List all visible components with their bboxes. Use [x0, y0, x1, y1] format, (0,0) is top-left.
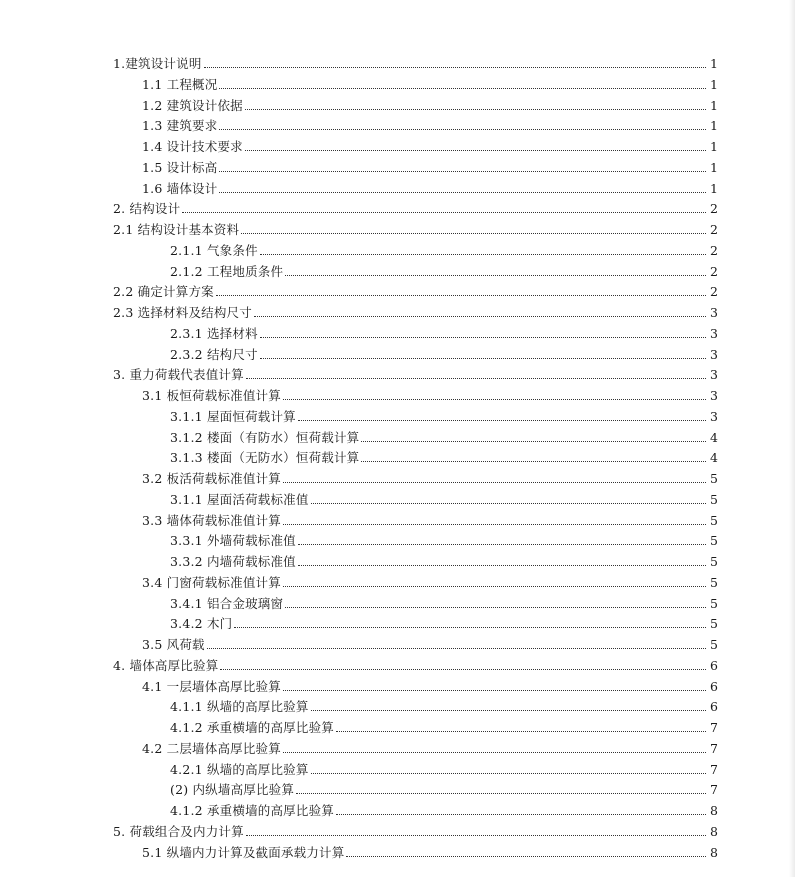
toc-entry-title: 1.1 工程概况 — [142, 76, 218, 92]
toc-entry-page-number: 2 — [710, 242, 718, 258]
toc-entry-title: 2.3.2 结构尺寸 — [170, 346, 258, 362]
toc-entry-page-number: 1 — [710, 159, 718, 175]
toc-entry-title: 2.3 选择材料及结构尺寸 — [113, 305, 252, 320]
toc-dot-leader — [219, 128, 706, 130]
toc-dot-leader — [219, 87, 706, 89]
toc-entry-page-number: 5 — [710, 595, 718, 611]
toc-entry[interactable] — [170, 591, 718, 611]
toc-dot-leader — [285, 606, 706, 608]
toc-dot-leader — [220, 668, 706, 670]
toc-dot-leader — [219, 170, 706, 172]
toc-dot-leader — [311, 772, 706, 774]
toc-entry-page-number: 4 — [710, 450, 718, 466]
toc-entry-page-number: 3 — [710, 408, 718, 424]
toc-entry-page-number: 6 — [710, 699, 718, 715]
toc-entry[interactable] — [142, 93, 718, 113]
toc-dot-leader — [361, 460, 706, 462]
toc-entry[interactable] — [170, 798, 718, 818]
toc-entry-title: 4.1.2 承重横墙的高厚比验算 — [170, 803, 334, 818]
toc-entry-title: 5. 荷载组合及内力计算 — [113, 823, 244, 839]
toc-entry[interactable] — [170, 238, 718, 258]
toc-entry[interactable] — [142, 674, 718, 694]
toc-dot-leader — [216, 294, 706, 296]
toc-dot-leader — [283, 689, 706, 691]
toc-entry-title: 3.2 板活荷载标准值计算 — [142, 471, 281, 486]
toc-dot-leader — [283, 398, 706, 400]
toc-entry-page-number: 6 — [710, 678, 718, 694]
toc-entry-page-number: 7 — [710, 782, 718, 798]
toc-entry[interactable] — [170, 425, 718, 445]
toc-entry-page-number: 5 — [710, 491, 718, 507]
toc-entry-page-number: 4 — [710, 429, 718, 445]
toc-entry-title: 4.1 一层墙体高厚比验算 — [142, 678, 281, 694]
toc-entry-title: 1.4 设计技术要求 — [142, 139, 243, 154]
toc-entry-title: 3.3.2 内墙荷载标准值 — [170, 554, 296, 569]
toc-entry[interactable] — [142, 72, 718, 92]
toc-entry[interactable] — [170, 694, 718, 714]
toc-entry-page-number: 3 — [710, 367, 718, 383]
toc-entry[interactable] — [170, 777, 718, 797]
toc-entry-title: 4.1.2 承重横墙的高厚比验算 — [170, 720, 334, 735]
toc-entry-page-number: 2 — [710, 222, 718, 237]
toc-entry[interactable] — [113, 217, 718, 237]
toc-entry[interactable] — [142, 840, 718, 860]
toc-dot-leader — [298, 543, 706, 545]
toc-entry-page-number: 7 — [710, 761, 718, 777]
toc-entry-page-number: 1 — [710, 56, 718, 71]
toc-entry-title: 2.1.2 工程地质条件 — [170, 263, 284, 279]
toc-dot-leader — [346, 855, 706, 857]
toc-entry[interactable] — [142, 570, 718, 590]
toc-dot-leader — [298, 419, 706, 421]
toc-entry-page-number: 6 — [710, 657, 718, 673]
toc-entry-page-number: 1 — [710, 118, 718, 134]
toc-entry-page-number: 1 — [710, 139, 718, 154]
toc-entry-title: 3. 重力荷载代表值计算 — [113, 367, 244, 383]
toc-entry-page-number: 8 — [710, 803, 718, 818]
toc-entry[interactable] — [142, 176, 718, 196]
toc-entry[interactable] — [170, 528, 718, 548]
toc-entry[interactable] — [170, 404, 718, 424]
toc-entry-page-number: 5 — [710, 574, 718, 590]
toc-entry[interactable] — [170, 487, 718, 507]
toc-entry[interactable] — [170, 549, 718, 569]
toc-entry[interactable] — [170, 715, 718, 735]
toc-entry[interactable] — [142, 736, 718, 756]
toc-dot-leader — [245, 108, 706, 110]
toc-dot-leader — [207, 647, 706, 649]
toc-entry[interactable] — [113, 196, 718, 216]
toc-entry[interactable] — [113, 362, 718, 382]
toc-entry[interactable] — [113, 51, 718, 71]
toc-dot-leader — [241, 232, 706, 234]
toc-entry[interactable] — [113, 300, 718, 320]
toc-entry-title: 3.3 墙体荷载标准值计算 — [142, 512, 281, 528]
toc-dot-leader — [296, 792, 706, 794]
toc-dot-leader — [283, 751, 706, 753]
toc-entry-title: 3.4.2 木门 — [170, 616, 233, 632]
toc-entry[interactable] — [170, 611, 718, 631]
toc-entry[interactable] — [170, 342, 718, 362]
toc-entry[interactable] — [142, 508, 718, 528]
toc-entry-title: 3.1.2 楼面（有防水）恒荷载计算 — [170, 429, 360, 445]
toc-entry[interactable] — [170, 259, 718, 279]
toc-entry-title: 2.2 确定计算方案 — [113, 284, 214, 300]
toc-entry-page-number: 3 — [710, 325, 718, 341]
toc-entry-title: 3.4 门窗荷载标准值计算 — [142, 574, 281, 590]
toc-entry[interactable] — [142, 134, 718, 154]
toc-dot-leader — [254, 315, 706, 317]
toc-dot-leader — [283, 481, 706, 483]
toc-entry-page-number: 2 — [710, 201, 718, 217]
toc-entry-title: 1.6 墙体设计 — [142, 180, 218, 196]
toc-entry-page-number: 7 — [710, 720, 718, 735]
toc-dot-leader — [260, 253, 706, 255]
toc-entry-page-number: 1 — [710, 180, 718, 196]
toc-entry-title: 3.1.3 楼面（无防水）恒荷载计算 — [170, 450, 360, 466]
toc-entry-page-number: 5 — [710, 554, 718, 569]
toc-dot-leader — [182, 211, 706, 213]
toc-entry-page-number: 2 — [710, 284, 718, 300]
toc-entry[interactable] — [142, 155, 718, 175]
toc-entry[interactable] — [142, 632, 718, 652]
toc-entry-title: 2. 结构设计 — [113, 201, 181, 217]
toc-entry-title: 3.4.1 铝合金玻璃窗 — [170, 595, 284, 611]
toc-dot-leader — [234, 626, 706, 628]
toc-entry-title: 2.1.1 气象条件 — [170, 242, 258, 258]
toc-entry[interactable] — [113, 279, 718, 299]
toc-dot-leader — [204, 66, 706, 68]
toc-entry-title: 3.1.1 屋面活荷载标准值 — [170, 491, 309, 507]
page-edge-shadow — [789, 0, 795, 877]
toc-entry[interactable] — [142, 113, 718, 133]
toc-dot-leader — [283, 523, 706, 525]
toc-entry-title: 4.1.1 纵墙的高厚比验算 — [170, 699, 309, 715]
toc-entry-page-number: 1 — [710, 76, 718, 92]
toc-entry-title: 2.1 结构设计基本资料 — [113, 222, 240, 237]
toc-dot-leader — [260, 336, 706, 338]
toc-entry-page-number: 1 — [710, 97, 718, 113]
toc-entry[interactable] — [113, 653, 718, 673]
toc-entry-title: 3.1.1 屋面恒荷载计算 — [170, 408, 296, 424]
toc-entry[interactable] — [142, 383, 718, 403]
toc-entry[interactable] — [142, 466, 718, 486]
toc-entry-page-number: 5 — [710, 512, 718, 528]
toc-entry-title: 3.1 板恒荷载标准值计算 — [142, 388, 281, 403]
toc-entry-title: 4. 墙体高厚比验算 — [113, 657, 219, 673]
toc-entry-page-number: 8 — [710, 823, 718, 839]
toc-entry-title: 3.5 风荷载 — [142, 637, 205, 652]
toc-dot-leader — [361, 440, 706, 442]
toc-dot-leader — [336, 730, 706, 732]
toc-entry-page-number: 7 — [710, 740, 718, 756]
toc-dot-leader — [336, 813, 706, 815]
toc-entry-title: 2.3.1 选择材料 — [170, 325, 258, 341]
toc-entry-page-number: 3 — [710, 305, 718, 320]
toc-entry-page-number: 8 — [710, 844, 718, 860]
toc-entry-title: 1.建筑设计说明 — [113, 56, 202, 71]
toc-dot-leader — [311, 502, 706, 504]
toc-entry-title: 1.3 建筑要求 — [142, 118, 218, 134]
toc-entry[interactable] — [170, 321, 718, 341]
toc-dot-leader — [219, 191, 706, 193]
toc-entry-page-number: 3 — [710, 346, 718, 362]
toc-entry-title: 1.5 设计标高 — [142, 159, 218, 175]
toc-entry-title: 3.3.1 外墙荷载标准值 — [170, 533, 296, 549]
toc-entry-title: 1.2 建筑设计依据 — [142, 97, 243, 113]
toc-entry-page-number: 3 — [710, 388, 718, 403]
toc-entry-page-number: 2 — [710, 263, 718, 279]
toc-entry-title: (2) 内纵墙高厚比验算 — [170, 782, 295, 798]
toc-dot-leader — [311, 709, 706, 711]
toc-entry-title: 5.1 纵墙内力计算及截面承载力计算 — [142, 844, 345, 860]
toc-dot-leader — [246, 834, 706, 836]
toc-entry-page-number: 5 — [710, 471, 718, 486]
toc-entry-page-number: 5 — [710, 616, 718, 632]
toc-entry[interactable] — [170, 445, 718, 465]
toc-dot-leader — [245, 149, 706, 151]
toc-entry[interactable] — [170, 757, 718, 777]
toc-dot-leader — [260, 357, 706, 359]
toc-dot-leader — [298, 564, 706, 566]
toc-dot-leader — [283, 585, 706, 587]
toc-entry-title: 4.2.1 纵墙的高厚比验算 — [170, 761, 309, 777]
toc-entry-title: 4.2 二层墙体高厚比验算 — [142, 740, 281, 756]
toc-entry[interactable] — [113, 819, 718, 839]
toc-entry-page-number: 5 — [710, 533, 718, 549]
toc-entry-page-number: 5 — [710, 637, 718, 652]
toc-dot-leader — [246, 377, 706, 379]
toc-dot-leader — [285, 274, 706, 276]
